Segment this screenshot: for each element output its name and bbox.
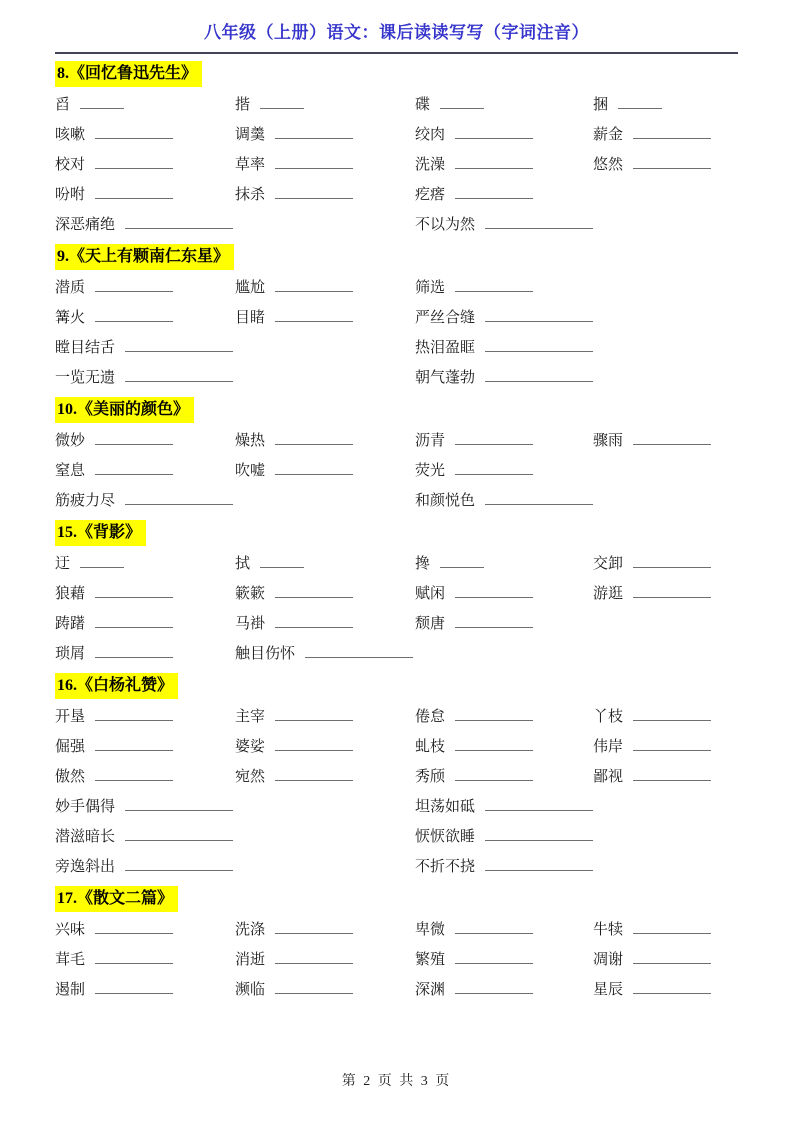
section-heading-text: 10.《美丽的颜色》 xyxy=(55,397,194,423)
word-item xyxy=(55,553,235,575)
document-title: 八年级（上册）语文：课后读读写写（字词注音） xyxy=(204,23,589,42)
pinyin-answer-blank[interactable] xyxy=(455,461,533,475)
word-item xyxy=(415,826,593,848)
pinyin-answer-blank[interactable] xyxy=(633,920,711,934)
word-text: 婆娑 xyxy=(235,739,266,755)
worksheet-section xyxy=(55,397,738,512)
word-item xyxy=(415,613,593,635)
word-text: 悠然 xyxy=(593,157,624,173)
word-text: 沥青 xyxy=(415,433,446,449)
word-text: 草率 xyxy=(235,157,266,173)
word-item xyxy=(593,706,738,728)
word-row xyxy=(55,430,738,452)
word-item xyxy=(415,184,593,206)
pinyin-answer-blank[interactable] xyxy=(95,125,173,139)
pinyin-answer-blank[interactable] xyxy=(485,368,593,382)
word-item xyxy=(593,124,738,146)
word-text: 薪金 xyxy=(593,127,624,143)
word-text: 尴尬 xyxy=(235,280,266,296)
word-item xyxy=(415,796,593,818)
word-item xyxy=(593,430,738,452)
word-row xyxy=(55,979,738,1001)
pinyin-answer-blank[interactable] xyxy=(633,767,711,781)
word-text: 潜质 xyxy=(55,280,86,296)
pinyin-answer-blank[interactable] xyxy=(125,368,233,382)
word-item xyxy=(415,277,593,299)
word-text: 马褂 xyxy=(235,616,266,632)
word-item xyxy=(55,154,235,176)
word-item xyxy=(55,277,235,299)
word-item xyxy=(415,766,593,788)
word-text: 疙瘩 xyxy=(415,187,446,203)
word-text: 茸毛 xyxy=(55,952,86,968)
word-row xyxy=(55,919,738,941)
word-text: 捆 xyxy=(593,97,609,113)
word-item xyxy=(415,307,593,329)
pinyin-answer-blank[interactable] xyxy=(125,215,233,229)
word-item xyxy=(55,826,235,848)
worksheet-page xyxy=(55,0,738,1122)
worksheet-section xyxy=(55,61,738,236)
word-item xyxy=(415,94,593,116)
pinyin-answer-blank[interactable] xyxy=(125,857,233,871)
pinyin-answer-blank[interactable] xyxy=(455,737,533,751)
word-text: 热泪盈眶 xyxy=(415,340,476,356)
pinyin-answer-blank[interactable] xyxy=(275,308,353,322)
pinyin-answer-blank[interactable] xyxy=(455,950,533,964)
word-item xyxy=(415,460,593,482)
word-item xyxy=(593,94,738,116)
pinyin-answer-blank[interactable] xyxy=(95,767,173,781)
word-text: 拭 xyxy=(235,556,251,572)
word-text: 宛然 xyxy=(235,769,266,785)
word-text: 调羹 xyxy=(235,127,266,143)
pinyin-answer-blank[interactable] xyxy=(95,185,173,199)
word-item xyxy=(55,490,235,512)
word-item xyxy=(235,94,415,116)
word-item xyxy=(415,856,593,878)
section-heading xyxy=(55,244,738,270)
word-text: 星辰 xyxy=(593,982,624,998)
pinyin-answer-blank[interactable] xyxy=(80,554,124,568)
word-text: 主宰 xyxy=(235,709,266,725)
word-text: 倔强 xyxy=(55,739,86,755)
word-item xyxy=(415,949,593,971)
word-item xyxy=(235,643,415,665)
word-item xyxy=(55,307,235,329)
pinyin-answer-blank[interactable] xyxy=(275,125,353,139)
pinyin-answer-blank[interactable] xyxy=(125,797,233,811)
word-item xyxy=(235,949,415,971)
pinyin-answer-blank[interactable] xyxy=(95,614,173,628)
word-text: 瞠目结舌 xyxy=(55,340,116,356)
pinyin-answer-blank[interactable] xyxy=(485,308,593,322)
word-text: 和颜悦色 xyxy=(415,493,476,509)
section-heading xyxy=(55,886,738,912)
pinyin-answer-blank[interactable] xyxy=(95,308,173,322)
section-heading-text: 9.《天上有颗南仁东星》 xyxy=(55,244,234,270)
word-row xyxy=(55,184,738,206)
pinyin-answer-blank[interactable] xyxy=(275,707,353,721)
word-item xyxy=(593,583,738,605)
pinyin-answer-blank[interactable] xyxy=(275,980,353,994)
word-text: 秀颀 xyxy=(415,769,446,785)
pinyin-answer-blank[interactable] xyxy=(485,338,593,352)
word-item xyxy=(55,184,235,206)
word-row xyxy=(55,337,738,359)
worksheet-section xyxy=(55,673,738,878)
word-text: 绞肉 xyxy=(415,127,446,143)
word-item xyxy=(235,460,415,482)
pinyin-answer-blank[interactable] xyxy=(275,950,353,964)
pinyin-answer-blank[interactable] xyxy=(95,461,173,475)
pinyin-answer-blank[interactable] xyxy=(485,797,593,811)
pinyin-answer-blank[interactable] xyxy=(275,614,353,628)
word-item xyxy=(55,643,235,665)
word-text: 卑微 xyxy=(415,922,446,938)
word-text: 抹杀 xyxy=(235,187,266,203)
word-item xyxy=(415,337,593,359)
pinyin-answer-blank[interactable] xyxy=(275,278,353,292)
word-item xyxy=(55,337,235,359)
word-text: 鄙视 xyxy=(593,769,624,785)
pinyin-answer-blank[interactable] xyxy=(275,920,353,934)
pinyin-answer-blank[interactable] xyxy=(125,338,233,352)
word-text: 不折不挠 xyxy=(415,859,476,875)
word-text: 虬枝 xyxy=(415,739,446,755)
word-item xyxy=(55,706,235,728)
section-heading xyxy=(55,520,738,546)
word-text: 朝气蓬勃 xyxy=(415,370,476,386)
word-item xyxy=(55,949,235,971)
word-text: 濒临 xyxy=(235,982,266,998)
word-text: 荧光 xyxy=(415,463,446,479)
word-text: 一览无遗 xyxy=(55,370,116,386)
word-text: 消逝 xyxy=(235,952,266,968)
word-item xyxy=(235,277,415,299)
word-item xyxy=(415,124,593,146)
pinyin-answer-blank[interactable] xyxy=(485,827,593,841)
pinyin-answer-blank[interactable] xyxy=(633,584,711,598)
word-text: 骤雨 xyxy=(593,433,624,449)
pinyin-answer-blank[interactable] xyxy=(455,584,533,598)
title-divider-line xyxy=(55,52,738,54)
word-item xyxy=(235,919,415,941)
pinyin-answer-blank[interactable] xyxy=(455,920,533,934)
word-item xyxy=(415,919,593,941)
word-text: 游逛 xyxy=(593,586,624,602)
pinyin-answer-blank[interactable] xyxy=(125,491,233,505)
pinyin-answer-blank[interactable] xyxy=(485,215,593,229)
pinyin-answer-blank[interactable] xyxy=(275,737,353,751)
section-heading xyxy=(55,61,738,87)
pinyin-answer-blank[interactable] xyxy=(95,278,173,292)
word-text: 触目伤怀 xyxy=(235,646,296,662)
word-row xyxy=(55,124,738,146)
pinyin-answer-blank[interactable] xyxy=(455,614,533,628)
word-row xyxy=(55,460,738,482)
word-text: 妙手偶得 xyxy=(55,799,116,815)
word-row xyxy=(55,766,738,788)
pinyin-answer-blank[interactable] xyxy=(633,554,711,568)
word-item xyxy=(593,766,738,788)
word-item xyxy=(235,613,415,635)
word-row xyxy=(55,706,738,728)
word-item xyxy=(55,367,235,389)
word-text: 迂 xyxy=(55,556,71,572)
pinyin-answer-blank[interactable] xyxy=(275,185,353,199)
word-text: 伟岸 xyxy=(593,739,624,755)
word-text: 吩咐 xyxy=(55,187,86,203)
word-item xyxy=(55,124,235,146)
word-text: 开垦 xyxy=(55,709,86,725)
pinyin-answer-blank[interactable] xyxy=(455,707,533,721)
word-text: 搀 xyxy=(415,556,431,572)
pinyin-answer-blank[interactable] xyxy=(633,737,711,751)
word-text: 筋疲力尽 xyxy=(55,493,116,509)
word-text: 遏制 xyxy=(55,982,86,998)
pinyin-answer-blank[interactable] xyxy=(95,707,173,721)
word-text: 旁逸斜出 xyxy=(55,859,116,875)
word-text: 深渊 xyxy=(415,982,446,998)
word-item xyxy=(55,796,235,818)
pinyin-answer-blank[interactable] xyxy=(485,857,593,871)
word-row xyxy=(55,643,738,665)
word-text: 揩 xyxy=(235,97,251,113)
word-item xyxy=(593,553,738,575)
pinyin-answer-blank[interactable] xyxy=(275,584,353,598)
word-row xyxy=(55,367,738,389)
word-item xyxy=(235,979,415,1001)
worksheet-section xyxy=(55,244,738,389)
word-row xyxy=(55,490,738,512)
word-text: 碟 xyxy=(415,97,431,113)
word-text: 赋闲 xyxy=(415,586,446,602)
word-text: 篝火 xyxy=(55,310,86,326)
word-text: 牛犊 xyxy=(593,922,624,938)
word-text: 洗澡 xyxy=(415,157,446,173)
word-item xyxy=(55,736,235,758)
word-text: 深恶痛绝 xyxy=(55,217,116,233)
pinyin-answer-blank[interactable] xyxy=(633,431,711,445)
sections xyxy=(55,61,738,1001)
word-text: 交卸 xyxy=(593,556,624,572)
word-text: 簌簌 xyxy=(235,586,266,602)
pinyin-answer-blank[interactable] xyxy=(633,980,711,994)
pinyin-answer-blank[interactable] xyxy=(95,644,173,658)
page-footer: 第 2 页 共 3 页 xyxy=(341,1074,452,1089)
word-item xyxy=(55,214,235,236)
pinyin-answer-blank[interactable] xyxy=(633,950,711,964)
word-text: 琐屑 xyxy=(55,646,86,662)
word-text: 繁殖 xyxy=(415,952,446,968)
pinyin-answer-blank[interactable] xyxy=(125,827,233,841)
word-item xyxy=(415,214,593,236)
word-item xyxy=(593,949,738,971)
word-item xyxy=(235,706,415,728)
word-text: 潜滋暗长 xyxy=(55,829,116,845)
pinyin-answer-blank[interactable] xyxy=(95,431,173,445)
word-text: 倦怠 xyxy=(415,709,446,725)
word-item xyxy=(235,583,415,605)
pinyin-answer-blank[interactable] xyxy=(80,95,124,109)
pinyin-answer-blank[interactable] xyxy=(260,554,304,568)
section-heading-text: 15.《背影》 xyxy=(55,520,146,546)
pinyin-answer-blank[interactable] xyxy=(633,155,711,169)
word-item xyxy=(415,553,593,575)
word-item xyxy=(55,94,235,116)
word-row xyxy=(55,796,738,818)
word-text: 吹嘘 xyxy=(235,463,266,479)
word-item xyxy=(415,154,593,176)
word-item xyxy=(235,124,415,146)
word-text: 凋谢 xyxy=(593,952,624,968)
word-text: 燥热 xyxy=(235,433,266,449)
word-text: 微妙 xyxy=(55,433,86,449)
word-row xyxy=(55,94,738,116)
pinyin-answer-blank[interactable] xyxy=(455,155,533,169)
word-item xyxy=(415,583,593,605)
word-item xyxy=(415,490,593,512)
pinyin-answer-blank[interactable] xyxy=(455,185,533,199)
pinyin-answer-blank[interactable] xyxy=(95,584,173,598)
pinyin-answer-blank[interactable] xyxy=(275,155,353,169)
word-row xyxy=(55,736,738,758)
word-text: 狼藉 xyxy=(55,586,86,602)
word-item xyxy=(55,766,235,788)
word-item xyxy=(235,430,415,452)
word-text: 踌躇 xyxy=(55,616,86,632)
word-item xyxy=(415,430,593,452)
word-item xyxy=(55,460,235,482)
section-heading xyxy=(55,397,738,423)
pinyin-answer-blank[interactable] xyxy=(95,980,173,994)
word-text: 坦荡如砥 xyxy=(415,799,476,815)
word-item xyxy=(55,856,235,878)
section-heading-text: 16.《白杨礼赞》 xyxy=(55,673,178,699)
word-text: 颓唐 xyxy=(415,616,446,632)
word-row xyxy=(55,277,738,299)
word-item xyxy=(235,154,415,176)
word-text: 恹恹欲睡 xyxy=(415,829,476,845)
pinyin-answer-blank[interactable] xyxy=(275,431,353,445)
word-item xyxy=(415,367,593,389)
word-row xyxy=(55,214,738,236)
pinyin-answer-blank[interactable] xyxy=(455,125,533,139)
word-item xyxy=(55,979,235,1001)
pinyin-answer-blank[interactable] xyxy=(275,767,353,781)
word-row xyxy=(55,949,738,971)
word-text: 目睹 xyxy=(235,310,266,326)
pinyin-answer-blank[interactable] xyxy=(305,644,413,658)
pinyin-answer-blank[interactable] xyxy=(618,95,662,109)
pinyin-answer-blank[interactable] xyxy=(455,431,533,445)
section-heading xyxy=(55,673,738,699)
word-row xyxy=(55,307,738,329)
pinyin-answer-blank[interactable] xyxy=(275,461,353,475)
word-item xyxy=(55,430,235,452)
word-item xyxy=(593,154,738,176)
pinyin-answer-blank[interactable] xyxy=(95,737,173,751)
pinyin-answer-blank[interactable] xyxy=(440,95,484,109)
word-text: 咳嗽 xyxy=(55,127,86,143)
word-row xyxy=(55,826,738,848)
section-heading-text: 8.《回忆鲁迅先生》 xyxy=(55,61,202,87)
word-text: 傲然 xyxy=(55,769,86,785)
word-item xyxy=(593,979,738,1001)
section-heading-text: 17.《散文二篇》 xyxy=(55,886,178,912)
word-item xyxy=(235,736,415,758)
word-row xyxy=(55,613,738,635)
word-item xyxy=(235,553,415,575)
word-item xyxy=(55,919,235,941)
worksheet-section xyxy=(55,886,738,1001)
word-row xyxy=(55,583,738,605)
pinyin-answer-blank[interactable] xyxy=(95,950,173,964)
word-item xyxy=(593,919,738,941)
word-text: 筛选 xyxy=(415,280,446,296)
word-item xyxy=(235,184,415,206)
word-item xyxy=(415,706,593,728)
pinyin-answer-blank[interactable] xyxy=(485,491,593,505)
pinyin-answer-blank[interactable] xyxy=(633,125,711,139)
word-item xyxy=(593,736,738,758)
word-text: 舀 xyxy=(55,97,71,113)
word-text: 丫枝 xyxy=(593,709,624,725)
pinyin-answer-blank[interactable] xyxy=(455,980,533,994)
word-item xyxy=(415,979,593,1001)
pinyin-answer-blank[interactable] xyxy=(95,155,173,169)
pinyin-answer-blank[interactable] xyxy=(633,707,711,721)
word-row xyxy=(55,553,738,575)
pinyin-answer-blank[interactable] xyxy=(440,554,484,568)
word-item xyxy=(55,583,235,605)
pinyin-answer-blank[interactable] xyxy=(260,95,304,109)
worksheet-section xyxy=(55,520,738,665)
word-item xyxy=(55,613,235,635)
word-text: 校对 xyxy=(55,157,86,173)
pinyin-answer-blank[interactable] xyxy=(455,278,533,292)
word-row xyxy=(55,856,738,878)
word-text: 洗涤 xyxy=(235,922,266,938)
word-item xyxy=(235,766,415,788)
word-row xyxy=(55,154,738,176)
word-text: 严丝合缝 xyxy=(415,310,476,326)
word-item xyxy=(235,307,415,329)
word-text: 不以为然 xyxy=(415,217,476,233)
pinyin-answer-blank[interactable] xyxy=(95,920,173,934)
pinyin-answer-blank[interactable] xyxy=(455,767,533,781)
word-text: 兴味 xyxy=(55,922,86,938)
word-text: 窒息 xyxy=(55,463,86,479)
word-item xyxy=(415,736,593,758)
